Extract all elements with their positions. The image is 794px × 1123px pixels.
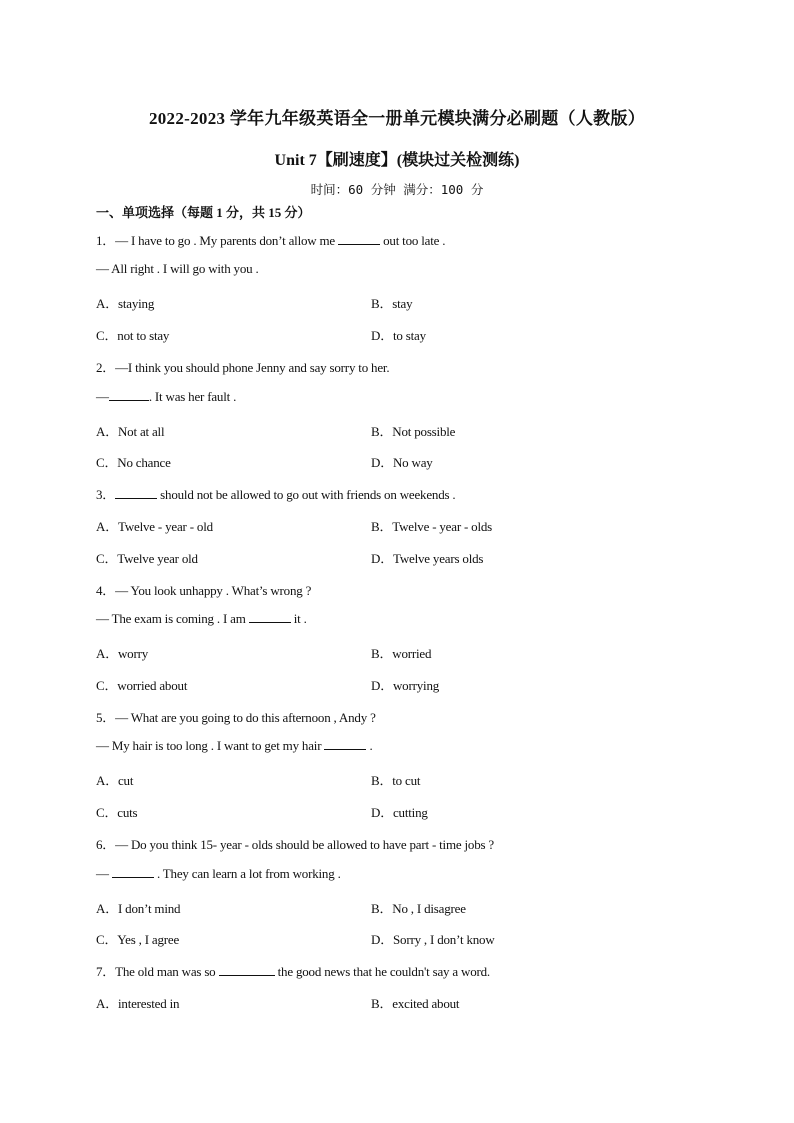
answer-blank — [324, 738, 366, 750]
question-3 — [96, 484, 455, 503]
option-a: A．Not at all — [96, 424, 165, 439]
option-d: D．cutting — [371, 805, 428, 820]
option-b: B．stay — [371, 296, 413, 311]
option-c: C．not to stay — [96, 328, 170, 343]
option-d: D．worrying — [371, 678, 440, 693]
question-text: . — [369, 738, 373, 753]
question-text: — — [96, 389, 109, 404]
option-d: D．Twelve years olds — [371, 551, 484, 566]
question-text: should not be allowed to go out with friends on weekends . — [160, 487, 456, 502]
option-c: C．No chance — [96, 455, 171, 470]
question-5: 5．— What are you going to do this afternoon , Andy ? — [96, 710, 376, 725]
question-5-dialog — [96, 738, 373, 754]
question-text: — The exam is coming . I am — [96, 611, 246, 626]
option-a: A．interested in — [96, 996, 180, 1011]
exam-meta: 时间：60 分钟 满分：100 分 — [310, 182, 484, 197]
option-b: B．Not possible — [371, 424, 456, 439]
question-2-dialog — [96, 389, 236, 405]
option-b: B．to cut — [371, 773, 421, 788]
option-b: B．No , I disagree — [371, 901, 466, 916]
option-c: C．Twelve year old — [96, 551, 198, 566]
question-text: 1．— I have to go . My parents don’t allow me — [96, 233, 335, 248]
question-6: 6．— Do you think 15- year - olds should be allowed to have part - time jobs ? — [96, 837, 494, 852]
question-text: . It was her fault . — [148, 389, 237, 404]
question-text: it . — [293, 611, 307, 626]
question-1 — [96, 230, 445, 249]
option-c: C．worried about — [96, 678, 188, 693]
question-4-dialog — [96, 611, 307, 627]
answer-blank — [112, 866, 154, 878]
question-text: — My hair is too long . I want to get my hair — [96, 738, 322, 753]
question-text: 7．The old man was so — [96, 964, 216, 979]
question-2: 2．—I think you should phone Jenny and say sorry to her. — [96, 360, 390, 375]
option-a: A．worry — [96, 646, 149, 661]
page-subtitle: Unit 7【刷速度】(模块过关检测练) — [274, 152, 520, 169]
option-b: B．excited about — [371, 996, 460, 1011]
answer-blank — [219, 964, 275, 976]
option-a: A．Twelve - year - old — [96, 519, 213, 534]
question-4: 4．— You look unhappy . What’s wrong ? — [96, 583, 312, 598]
question-6-dialog — [96, 866, 341, 882]
option-a: A．cut — [96, 773, 134, 788]
question-text: 3． — [96, 487, 116, 502]
option-d: D．No way — [371, 455, 433, 470]
answer-blank — [249, 611, 291, 623]
section-heading: 一、单项选择（每题 1 分，共 15 分） — [96, 205, 311, 220]
answer-blank — [115, 487, 157, 499]
option-b: B．Twelve - year - olds — [371, 519, 493, 534]
option-d: D．to stay — [371, 328, 426, 343]
page-title: 2022-2023 学年九年级英语全一册单元模块满分必刷题（人教版） — [148, 109, 646, 128]
question-1-dialog: — All right . I will go with you . — [96, 261, 259, 276]
option-d: D．Sorry , I don’t know — [371, 932, 495, 947]
answer-blank — [109, 389, 149, 401]
question-text: . They can learn a lot from working . — [156, 866, 341, 881]
option-a: A．I don’t mind — [96, 901, 181, 916]
option-c: C．Yes , I agree — [96, 932, 180, 947]
option-c: C．cuts — [96, 805, 138, 820]
answer-blank — [338, 233, 380, 245]
question-text: out too late . — [383, 233, 446, 248]
question-text: the good news that he couldn't say a word. — [277, 964, 490, 979]
question-text: — — [96, 866, 109, 881]
question-7 — [96, 961, 490, 980]
option-a: A．staying — [96, 296, 155, 311]
option-b: B．worried — [371, 646, 432, 661]
